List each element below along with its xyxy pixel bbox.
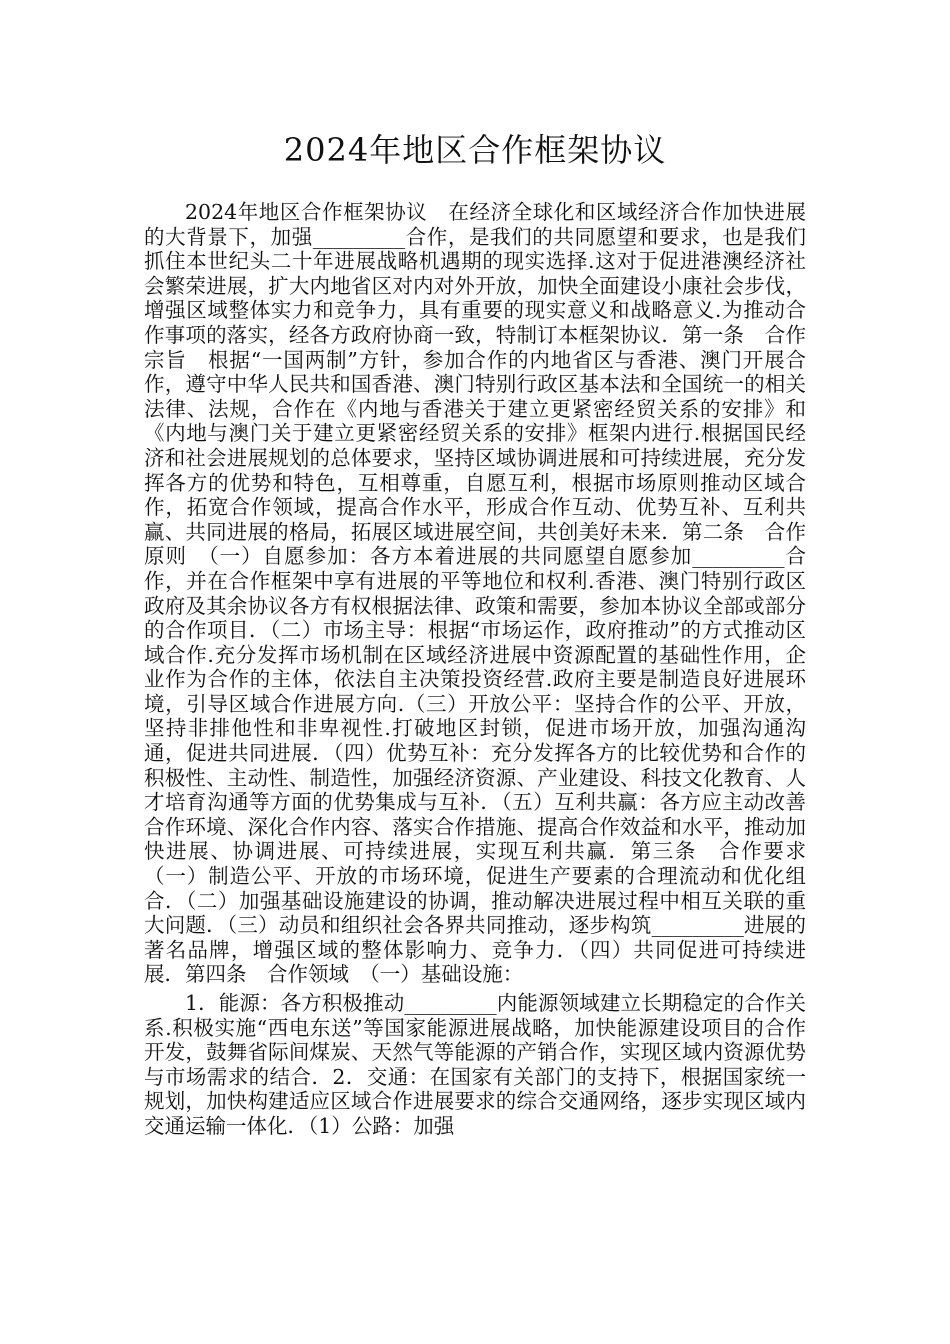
- paragraph: 1．能源：各方积极推动_________内能源领域建立长期稳定的合作关系.积极实施“西电东送”等国家能源进展战略，加快能源建设项目的合作开发，鼓舞省际间煤炭、天然气等能源的产销合作，实现区域内资源优势与市场需求的结合．2．交通：在国家有关部门的支持下，根据国家统一规划，加快构建适应区域合作进展要求的综合交通网络，逐步实现区域内交通运输一体化．（1）公路：加强: [144, 991, 806, 1138]
- document-body: [144, 200, 827, 1139]
- paragraph: 2024年地区合作框架协议 在经济全球化和区域经济合作加快进展的大背景下，加强_________合作，是我们的共同愿望和要求，也是我们抓住本世纪头二十年进展战略机遇期的现实选择.这对于促进港澳经济社会繁荣进展，扩大内地省区对内对外开放，加快全面建设小康社会步伐，增强区域整体实力和竞争力，具有重要的现实意义和战略意义.为推动合作事项的落实，经各方政府协商一致，特制订本框架协议．第一条 合作宗旨 根据“一国两制”方针，参加合作的内地省区与香港、澳门开展合作，遵守中华人民共和国香港、澳门特别行政区基本法和全国统一的相关法律、法规，合作在《内地与香港关于建立更紧密经贸关系的安排》和《内地与澳门关于建立更紧密经贸关系的安排》框架内进行.根据国民经济和社会进展规划的总体要求，坚持区域协调进展和可持续进展，充分发挥各方的优势和特色，互相尊重，自愿互利，根据市场原则推动区域合作，拓宽合作领域，提高合作水平，形成合作互动、优势互补、互利共赢、共同进展的格局，拓展区域进展空间，共创美好未来．第二条 合作原则 （一）自愿参加：各方本着进展的共同愿望自愿参加_________合作，并在合作框架中享有进展的平等地位和权利.香港、澳门特别行政区政府及其余协议各方有权根据法律、政策和需要，参加本协议全部或部分的合作项目．（二）市场主导：根据“市场运作，政府推动”的方式推动区域合作.充分发挥市场机制在区域经济进展中资源配置的基础性作用，企业作为合作的主体，依法自主决策投资经营.政府主要是制造良好进展环境，引导区域合作进展方向.（三）开放公平：坚持合作的公平、开放，坚持非排他性和非卑视性.打破地区封锁，促进市场开放，加强沟通沟通，促进共同进展．（四）优势互补：充分发挥各方的比较优势和合作的积极性、主动性、制造性，加强经济资源、产业建设、科技文化教育、人才培育沟通等方面的优势集成与互补．（五）互利共赢：各方应主动改善合作环境、深化合作内容、落实合作措施、提高合作效益和水平，推动加快进展、协调进展、可持续进展，实现互利共赢．第三条 合作要求 （一）制造公平、开放的市场环境，促进生产要素的合理流动和优化组合．（二）加强基础设施建设的协调，推动解决进展过程中相互关联的重大问题．（三）动员和组织社会各界共同推动，逐步构筑_________进展的著名品牌，增强区域的整体影响力、竞争力．（四）共同促进可持续进展．第四条 合作领域 （一）基础设施：: [144, 200, 827, 987]
- document-title: 2024年地区合作框架协议: [283, 131, 667, 169]
